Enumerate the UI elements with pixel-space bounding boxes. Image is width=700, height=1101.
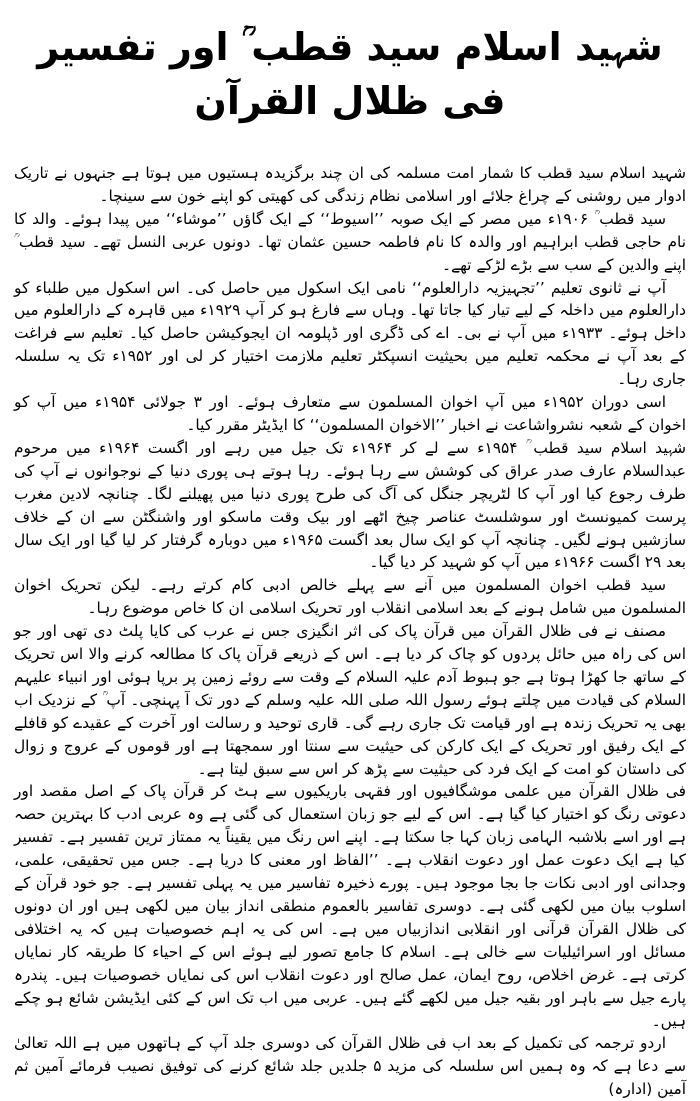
paragraph-intro: شہید اسلام سید قطب کا شمار امت مسلمہ کی ان چند برگزیدہ ہستیوں میں ہوتا ہے جنہوں نے تاریک ادوار میں روشنی کے چراغ جلائے اور اسلامی نظام زندگی کی کھیتی کو اپنے خون سے سینچا۔ <box>14 164 686 205</box>
paragraph-education: آپ نے ثانوی تعلیم ’’تجہیزیہ دارالعلوم‘‘ نامی ایک اسکول میں حاصل کی۔ اس اسکول میں طلباء کو دارالعلوم میں داخلہ کے لیے تیار کیا جاتا تھا۔ وہاں سے فارغ ہو کر آپ ۱۹۲۹ء میں قاہرہ کے دارالعلوم میں داخل ہوئے۔ ۱۹۳۳ء میں آپ نے بی۔ اے کی ڈگری اور ڈپلومہ ان ایجوکیشن حاصل کیا۔ تعلیم سے فراغت کے بعد آپ نے محکمہ تعلیم میں بحیثیت انسپکٹر تعلیم ملازمت اختیار کر لی اور ۱۹۵۲ء تک یہ سلسلہ جاری رہا۔ <box>14 278 687 389</box>
paragraph-literary-work: سید قطب اخوان المسلمون میں آنے سے پہلے خالص ادبی کام کرتے رہے۔ لیکن تحریک اخوان المسلمون میں شامل ہونے کے بعد اسلامی انقلاب اور تحریک اسلامی ان کا خاص موضوع رہا۔ <box>14 576 686 618</box>
paragraph-closing: اردو ترجمہ کی تکمیل کے بعد اب فی ظلال القرآن کی دوسری جلد آپ کے ہاتھوں میں ہے اللہ تعالیٰ سے دعا ہے کہ وہ ہمیں اس سلسلہ کی مزید ۵ جلدیں جلد شائع کرنے کی توفیق نصیب فرمائے آمین ثم آمین (ادارہ) <box>14 1034 686 1099</box>
page-title: شہید اسلام سید قطب ؒ اور تفسیر فی ظلال القرآن <box>37 25 663 123</box>
paragraph-tafsir-features: فی ظلال القرآن میں علمی موشگافیوں اور فقہی باریکیوں سے ہٹ کر قرآن پاک کے اصل مقصد اور دعوتی رنگ کو اختیار کیا گیا ہے۔ اس کے لیے جو زبان استعمال کی گئی ہے وہ عربی ادب کا بہترین حصہ ہے اور اسے بلاشبہ الہامی زبان کہا جا سکتا ہے۔ اپنے اس رنگ میں یقیناً یہ ممتاز ترین تفسیر ہے۔ تفسیر کیا ہے ایک دعوت عمل اور دعوت انقلاب ہے۔ ’’الفاظ اور معنی کا دریا ہے۔ جس میں تحقیقی، علمی، وجدانی اور ادبی نکات جا بجا موجود ہیں۔ پورے ذخیرہ تفاسیر میں یہ پہلی تفسیر ہے۔ جو خود قرآن کے اسلوب بیان میں لکھی گئی ہے۔ دوسری تفاسیر بالعموم منطقی انداز بیان میں لکھی ہیں اور ان دونوں کی ظلال القرآن قرآنی اور انقلابی اندازبیاں میں ہے۔ اس کی یہ اہم خصوصیات ہیں کہ یہ اختلافی مسائل اور اسرائیلیات سے خالی ہے۔ اسلام کا جامع تصور لیے ہوئے اس کے احیاء کا طریقہ کار نمایاں کرتی ہے۔ غرض اخلاص، روح ایمان، عمل صالح اور دعوت انقلاب اس کی نمایاں خصوصیات ہیں۔ پندرہ پارے جیل سے باہر اور بقیہ جیل میں لکھے گئے ہیں۔ عربی میں اب تک اس کے کئی ایڈیشن شائع ہو چکے ہیں۔ <box>14 782 686 1030</box>
article-body <box>14 162 686 1101</box>
paragraph-birth: سید قطب ؒ ۱۹۰۶ء میں مصر کے ایک صوبہ ’’اسیوط‘‘ کے ایک گاؤں ’’موشاء‘‘ میں پیدا ہوئے۔ والد کا نام حاجی قطب ابراہیم اور والدہ کا نام فاطمہ حسین عثمان تھا۔ دونوں عربی النسل تھے۔ سید قطب ؒ اپنے والدین کے سب سے بڑے لڑکے تھے۔ <box>14 209 686 274</box>
paragraph-tafsir-impact: مصنف نے فی ظلال القرآن میں قرآن پاک کی اثر انگیزی جس نے عرب کی کایا پلٹ دی تھی اور جو اس کی راہ میں حائل پردوں کو چاک کر دیا ہے۔ اس کے ذریعے قرآن پاک کا مطالعہ کرنے والا اس تحریک کے ساتھ جا کھڑا ہوتا ہے جو ہبوط آدم علیہ السلام کے وقت سے روئے زمین پر برپا ہوئی اور انبیاء علیہم السلام کی قیادت میں چلتے ہوئے رسول اللہ صلی اللہ علیہ وسلم کے دور تک آ پہنچی۔ آپ ؒ کے نزدیک اب بھی یہ تحریک زندہ ہے اور قیامت تک جاری رہے گی۔ قاری توحید و رسالت اور آخرت کے عقیدے کو قافلے کے ایک رفیق اور تحریک کے ایک کارکن کی حیثیت سے سنتا اور سمجھتا ہے اور قوموں کے عروج و زوال کی داستان کو امت کے ایک فرد کی حیثیت سے پڑھ کر اس سے سبق لیتا ہے۔ <box>14 622 686 778</box>
paragraph-ikhwan: اسی دوران ۱۹۵۲ء میں آپ اخوان المسلمون سے متعارف ہوئے۔ اور ۳ جولائی ۱۹۵۴ء میں آپ کو اخوان کے شعبہ نشرواشاعت نے اخبار ’’الاخوان المسلمون‘‘ کا ایڈیٹر مقرر کیا۔ <box>14 393 686 434</box>
paragraph-imprisonment: شہید اسلام سید قطب ؒ ۱۹۵۴ء سے لے کر ۱۹۶۴ء تک جیل میں رہے اور اگست ۱۹۶۴ء میں مرحوم عبدالسلام عارف صدر عراق کی کوشش سے رہا ہوئے۔ رہا ہوتے ہی پوری دنیا کے نوجوانوں نے آپ کی طرف رجوع کیا اور آپ کا لٹریچر جنگل کی آگ کی طرح پوری دنیا میں پھیلنے لگا۔ چنانچہ لادین مغرب پرست کمیونسٹ اور سوشلسٹ عناصر چیخ اٹھے اور بیک وقت ماسکو اور واشنگٹن سے ان کے خلاف سازشیں ہونے لگیں۔ چنانچہ آپ کو ایک سال بعد اگست ۱۹۶۵ء میں دوبارہ گرفتار کر لیا گیا اور ایک سال بعد ۲۹ اگست ۱۹۶۶ء میں آپ کو شہید کر دیا گیا۔ <box>14 438 687 572</box>
